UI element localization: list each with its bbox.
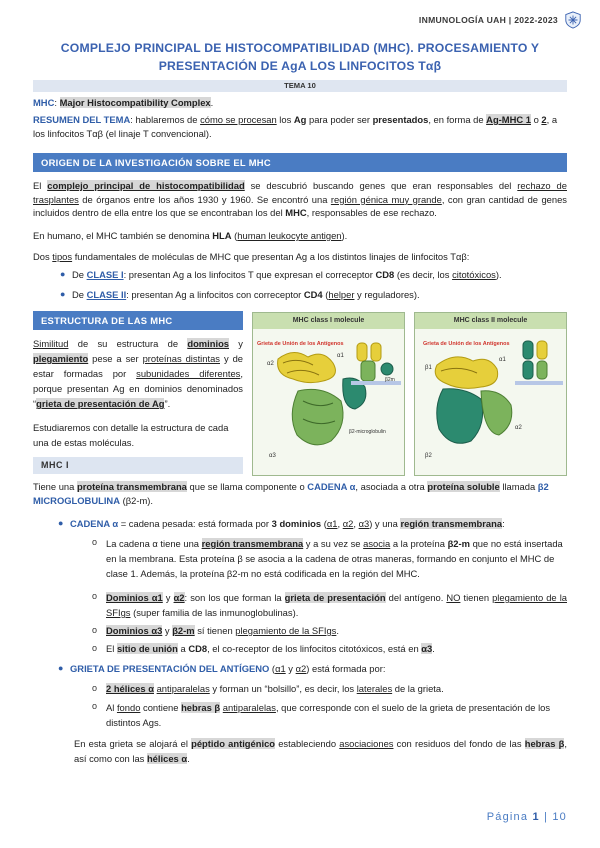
page-title: COMPLEJO PRINCIPAL DE HISTOCOMPATIBILIDAD (MHC). PROCESAMIENTO Y PRESENTACIÓN DE AgA LOS LINFOCITOS Tαβ bbox=[60, 41, 540, 73]
label-alpha2: α2 bbox=[267, 361, 274, 367]
origen-paragraph-1: El complejo principal de histocompatibilidad se descubrió buscando genes que eran responsables del rechazo de trasplantes de órganos entre los años 1930 y 1960. Se encontró una región génica muy grande, con gran cantidad de genes incluidos dentro de ella entre los que se encontraban los del MHC, responsables de ese rechazo. bbox=[33, 180, 567, 219]
circle-bullet-icon: o bbox=[92, 701, 98, 711]
tema-bar: TEMA 10 bbox=[33, 80, 567, 92]
page-footer: Página 1 | 10 bbox=[486, 811, 567, 824]
sub-bullet-alpha3-b2m: o Dominios α3 y β2-m sí tienen plegamiento de la SFIgs. bbox=[92, 625, 339, 636]
section-estructura-header: ESTRUCTURA DE LAS MHC bbox=[33, 311, 243, 330]
label-b2m-short: β2m bbox=[385, 377, 395, 383]
mhc-class1-panel bbox=[252, 312, 405, 476]
estructura-paragraph-1: Similitud de su estructura de dominios y plegamiento pese a ser proteínas distintas y de estar formadas por subunidades diferentes, porque presentan Ag en dominios denominados “grieta de presentación de Ag”. bbox=[33, 338, 243, 410]
mhc-class1-title: MHC class I molecule bbox=[253, 313, 404, 329]
membrane-line bbox=[515, 381, 563, 385]
mhc-class2-diagram bbox=[415, 329, 566, 475]
page-number: 1 bbox=[532, 811, 540, 824]
label-alpha1-c2: α1 bbox=[499, 357, 506, 363]
bullet-clase-1: ● De CLASE I: presentan Ag a los linfocitos T que expresan el correceptor CD8 (es decir, los citotóxicos). bbox=[60, 269, 502, 280]
label-alpha3: α3 bbox=[269, 453, 276, 459]
mhc-class1-diagram bbox=[253, 329, 404, 475]
circle-bullet-icon: o bbox=[92, 591, 98, 601]
label-alpha2-c2: α2 bbox=[515, 425, 522, 431]
estructura-paragraph-2: Estudiaremos con detalle la estructura de cada una de estas moléculas. bbox=[33, 422, 229, 449]
circle-bullet-icon: o bbox=[92, 683, 98, 693]
sub-bullet-alpha1-alpha2: o Dominios α1 y α2: son los que forman la grieta de presentación del antígeno. NO tienen plegamiento de la SFIgs (super familia de las inmunoglobulinas). bbox=[92, 590, 567, 620]
label-alpha1: α1 bbox=[337, 353, 344, 359]
mhc-structure-figure bbox=[252, 312, 567, 476]
bullet-cadena-alpha: ● CADENA α = cadena pesada: está formada por 3 dominios (α1, α2, α3) y una región transmembrana: bbox=[58, 518, 505, 529]
label-b2m: β2-microglobulin bbox=[349, 429, 386, 435]
mhc-class2-title: MHC class II molecule bbox=[415, 313, 566, 329]
origen-paragraph-3: Dos tipos fundamentales de moléculas de MHC que presentan Ag a los distintos linajes de linfocitos Tαβ: bbox=[33, 251, 470, 262]
grieta-label-1: Grieta de Unión de los Antígenos bbox=[257, 341, 344, 347]
header-text: INMUNOLOGÍA UAH | 2022-2023 bbox=[418, 14, 558, 25]
sub-bullet-helices: o 2 hélices α antiparalelas y forman un “bolsillo”, es decir, los laterales de la grieta. bbox=[92, 683, 444, 694]
grieta-label-2: Grieta de Unión de los Antígenos bbox=[423, 341, 510, 347]
section-origen-header: ORIGEN DE LA INVESTIGACIÓN SOBRE EL MHC bbox=[33, 153, 567, 172]
mhc-class2-panel bbox=[414, 312, 567, 476]
mhc1-final-paragraph: En esta grieta se alojará el péptido antigénico estableciendo asociaciones con residuos del fondo de las hebras β, así como con las hélices α. bbox=[74, 738, 567, 765]
circle-bullet-icon: o bbox=[92, 625, 98, 635]
sub-bullet-hebras: o Al fondo contiene hebras β antiparalelas, que corresponde con el suelo de la grieta de presentación de los distintos Ags. bbox=[92, 700, 567, 730]
intro-resumen: RESUMEN DEL TEMA: hablaremos de cómo se procesan los Ag para poder ser presentados, en forma de Ag-MHC 1 o 2, a los linfocitos Tαβ (el linaje T convencional). bbox=[33, 114, 558, 139]
bullet-dot-icon: ● bbox=[58, 663, 64, 673]
sub-bullet-transmembrana: o La cadena α tiene una región transmembrana y a su vez se asocia a la proteína β2-m que no está insertada en la membrana. Esta proteína β se asocia a la cadena de otras maneras, formando en conjunto el MHC de clase 1. Además, la proteína β2-m no está codificada en la región del MHC. bbox=[92, 536, 567, 581]
university-logo-icon bbox=[564, 11, 582, 29]
label-beta1: β1 bbox=[425, 365, 432, 371]
intro-mhc-definition: MHC: Major Histocompatibility Complex. bbox=[33, 97, 214, 108]
circle-bullet-icon: o bbox=[92, 537, 98, 547]
bullet-clase-2: ● De CLASE II: presentan Ag a linfocitos con correceptor CD4 (helper y reguladores). bbox=[60, 289, 420, 300]
bullet-grieta: ● GRIETA DE PRESENTACIÓN DEL ANTÍGENO (α1 y α2) está formada por: bbox=[58, 663, 386, 674]
bullet-dot-icon: ● bbox=[60, 269, 66, 279]
bullet-dot-icon: ● bbox=[60, 289, 66, 299]
page-header bbox=[419, 10, 582, 30]
label-beta2: β2 bbox=[425, 453, 432, 459]
sub-bullet-cd8: o El sitio de unión a CD8, el co-receptor de los linfocitos citotóxicos, está en α3. bbox=[92, 643, 435, 654]
origen-paragraph-2: En humano, el MHC también se denomina HLA (human leukocyte antigen). bbox=[33, 230, 348, 241]
mhc1-intro: Tiene una proteína transmembrana que se llama componente o CADENA α, asociada a otra proteína soluble llamada β2 MICROGLOBULINA (β2-m). bbox=[33, 481, 549, 506]
section-mhc1-header: MHC I bbox=[33, 457, 243, 474]
footer-label: Página bbox=[486, 811, 529, 824]
circle-bullet-icon: o bbox=[92, 643, 98, 653]
page-total: 10 bbox=[552, 811, 567, 824]
bullet-dot-icon: ● bbox=[58, 518, 64, 528]
